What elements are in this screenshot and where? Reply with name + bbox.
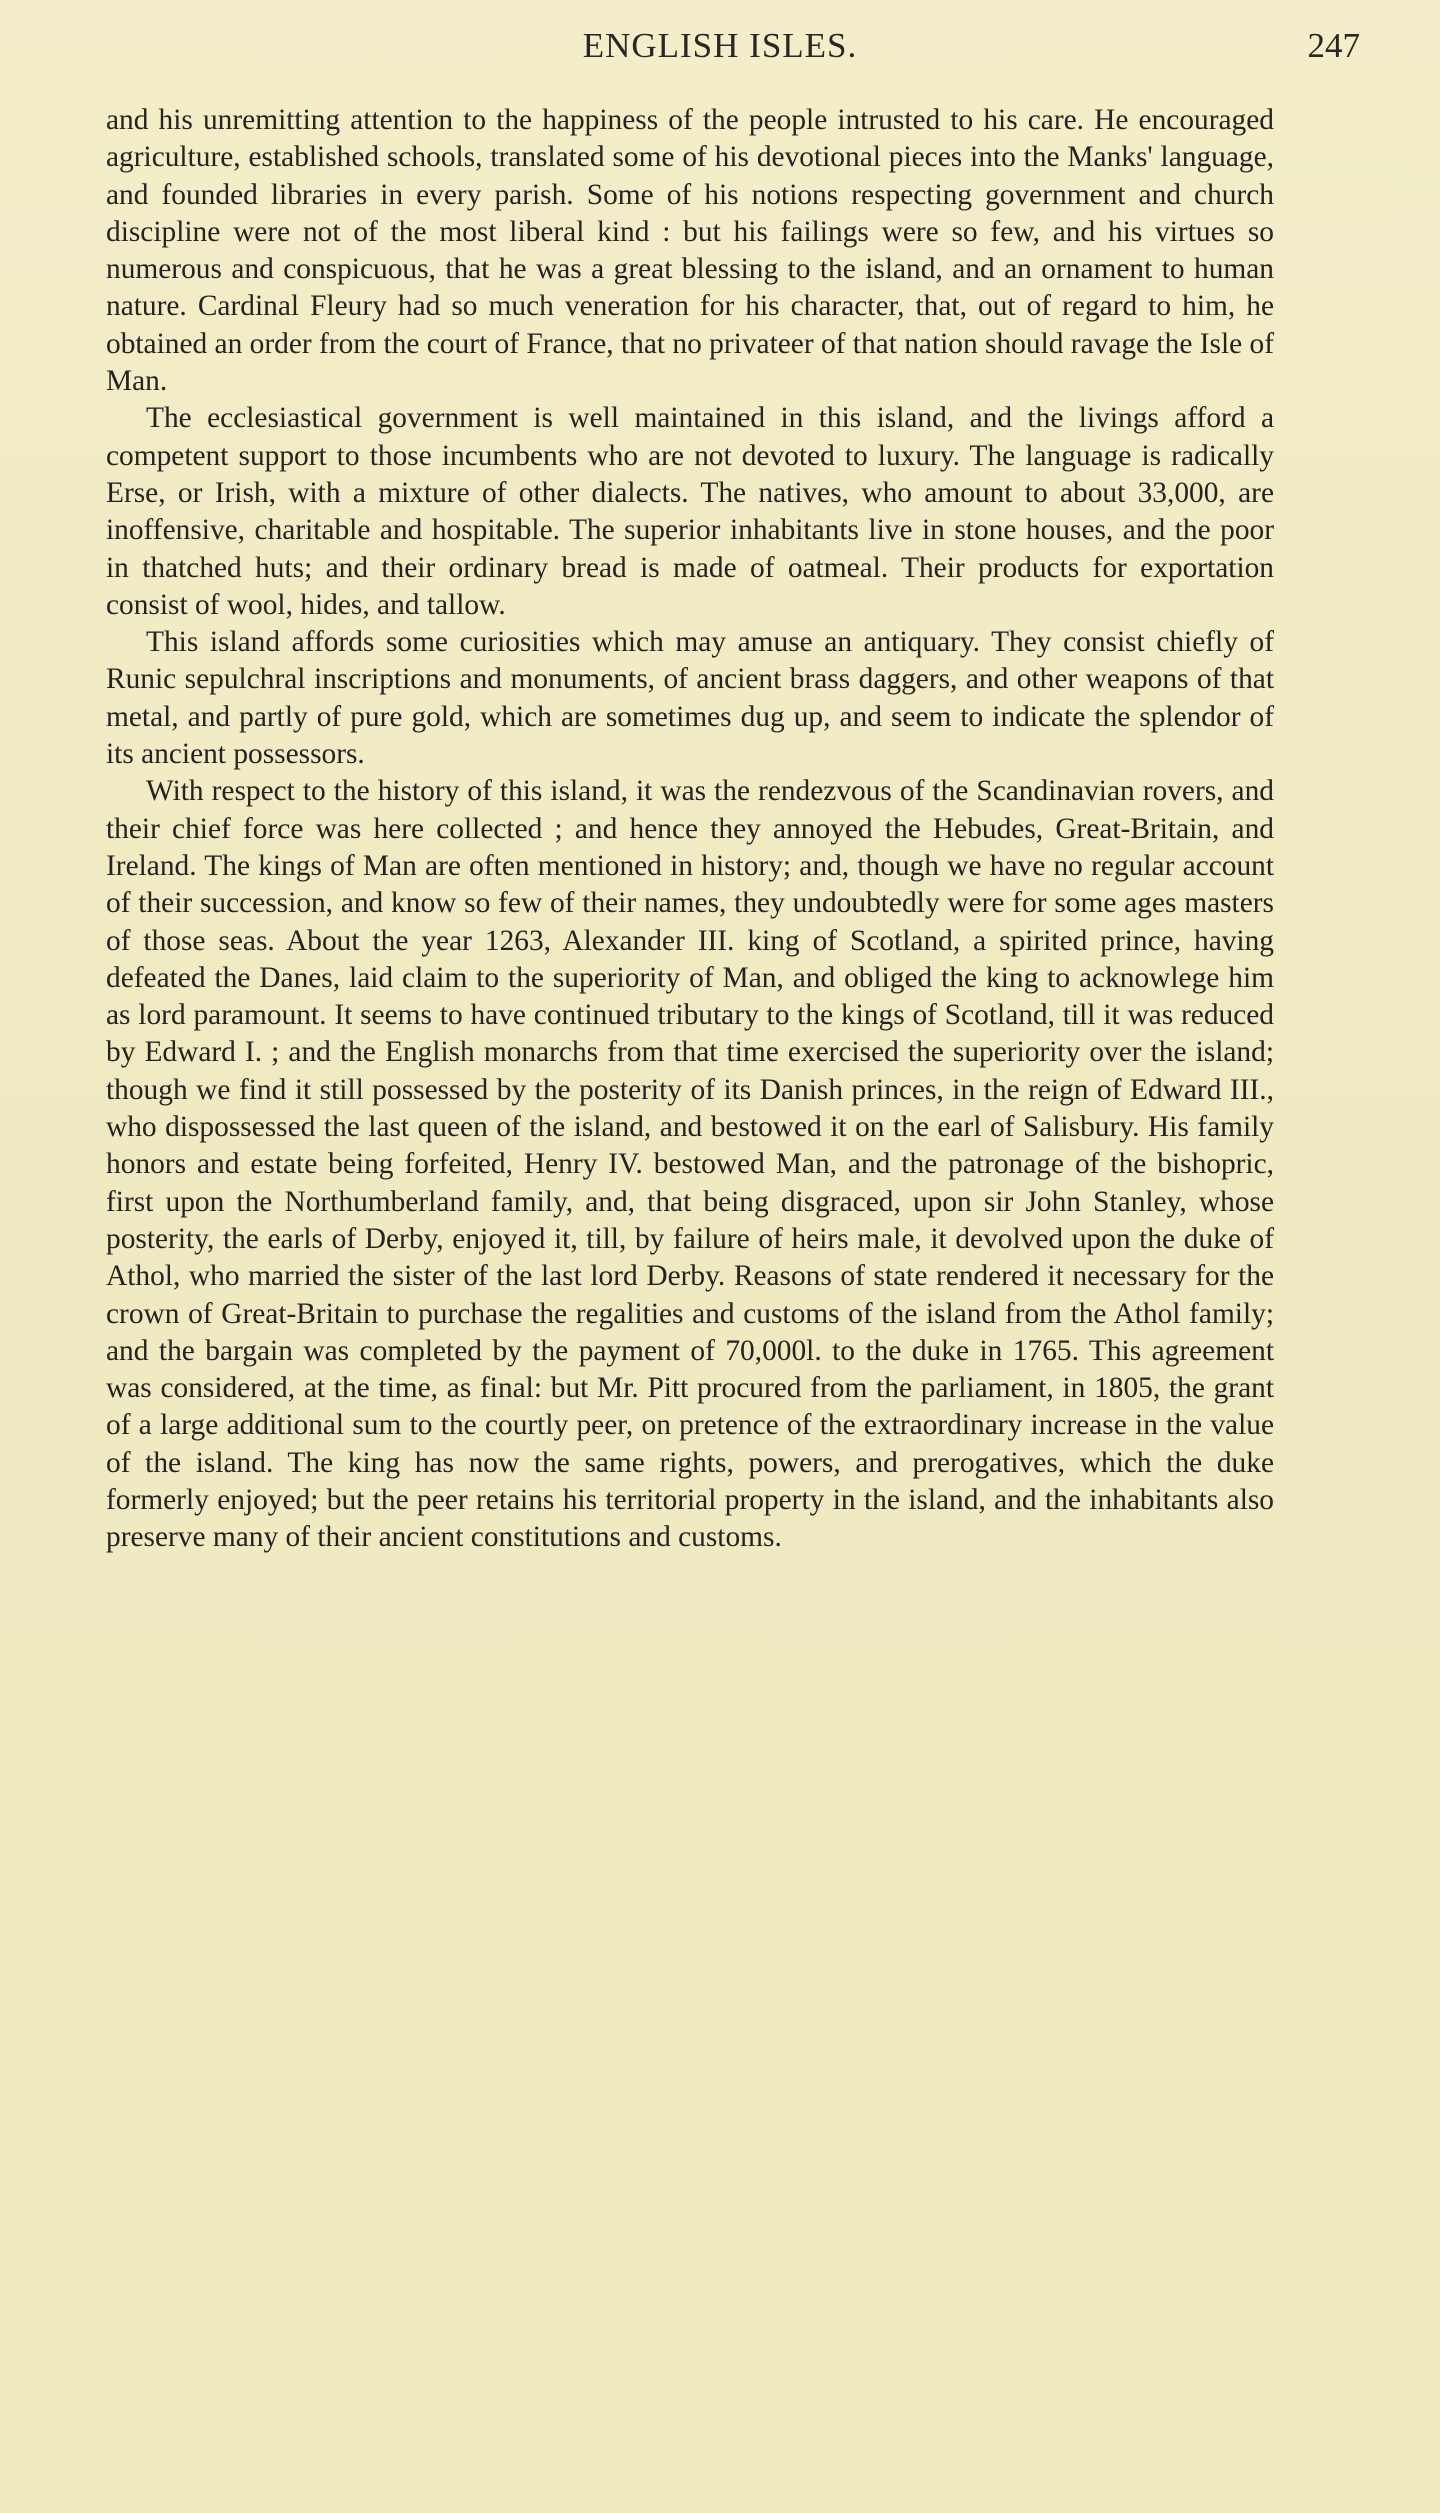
paragraph-1: and his unremitting attention to the happiness of the people intrusted to his care. He encouraged agriculture, established schools, translated some of his devotional pieces into the Manks' language, and founded libraries in every parish. Some of his notions respecting government and church discipline were not of the most liberal kind : but his failings were so few, and his virtues so numerous and conspicuous, that he was a great blessing to the island, and an ornament to human nature. Cardinal Fleury had so much veneration for his character, that, out of regard to him, he obtained an order from the court of France, that no privateer of that nation should ravage the Isle of Man. <box>106 104 1274 398</box>
page-header <box>0 20 1440 80</box>
paragraph-3: This island affords some curiosities which may amuse an antiquary. They consist chiefly of Runic sepulchral inscriptions and monuments, of ancient brass daggers, and other weapons of that metal, and partly of pure gold, which are sometimes dug up, and seem to indicate the splendor of its ancient possessors. <box>106 626 1274 771</box>
body-text <box>106 102 1274 1557</box>
page-number: 247 <box>1307 26 1360 65</box>
paragraph-4: With respect to the history of this island, it was the rendezvous of the Scandinavian rovers, and their chief force was here collected ; and hence they annoyed the Hebudes, Great-Britain, and Ireland. The kings of Man are often mentioned in history; and, though we have no regular account of their succession, and know so few of their names, they undoubtedly were for some ages masters of those seas. About the year 1263, Alexander III. king of Scotland, a spirited prince, having defeated the Danes, laid claim to the superiority of Man, and obliged the king to acknowlege him as lord paramount. It seems to have continued tributary to the kings of Scotland, till it was reduced by Edward I. ; and the English monarchs from that time exercised the superiority over the island; though we find it still possessed by the posterity of its Danish princes, in the reign of Edward III., who dispossessed the last queen of the island, and bestowed it on the earl of Salisbury. His family honors and estate being forfeited, Henry IV. bestowed Man, and the patronage of the bishopric, first upon the Northumberland family, and, that being disgraced, upon sir John Stanley, whose posterity, the earls of Derby, enjoyed it, till, by failure of heirs male, it devolved upon the duke of Athol, who married the sister of the last lord Derby. Reasons of state rendered it necessary for the crown of Great-Britain to purchase the regalities and customs of the island from the Athol family; and the bargain was completed by the payment of 70,000l. to the duke in 1765. This agreement was considered, at the time, as final: but Mr. Pitt procured from the parliament, in 1805, the grant of a large additional sum to the courtly peer, on pretence of the extraordinary increase in the value of the island. The king has now the same rights, powers, and prerogatives, which the duke formerly enjoyed; but the peer retains his territorial property in the island, and the inhabitants also preserve many of their ancient constitutions and customs. <box>106 775 1274 1554</box>
paragraph-2: The ecclesiastical government is well maintained in this island, and the livings afford a competent support to those incumbents who are not devoted to luxury. The language is radically Erse, or Irish, with a mixture of other dialects. The natives, who amount to about 33,000, are inoffensive, charitable and hospitable. The superior inhabitants live in stone houses, and the poor in thatched huts; and their ordinary bread is made of oatmeal. Their products for exportation consist of wool, hides, and tallow. <box>106 402 1274 621</box>
running-head: ENGLISH ISLES. <box>582 26 858 65</box>
